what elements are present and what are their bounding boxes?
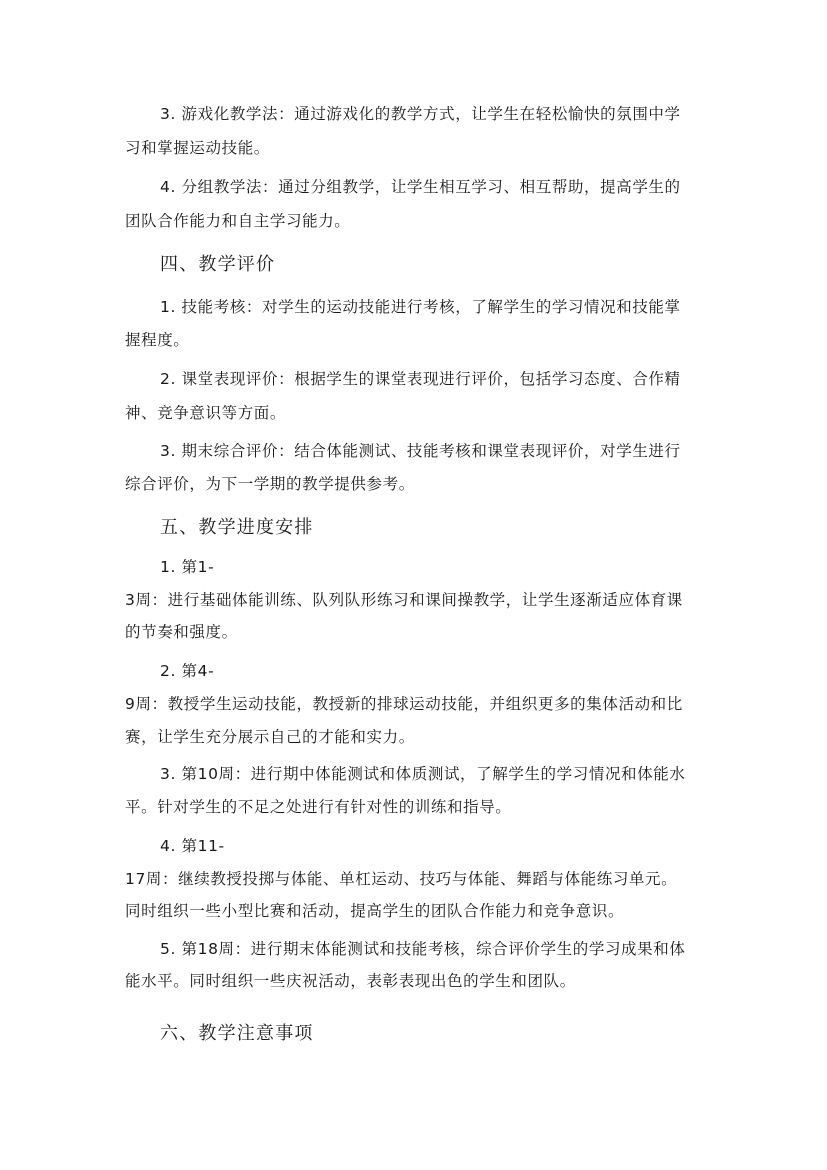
list-item-line: 2. 课堂表现评价：根据学生的课堂表现进行评价，包括学习态度、合作精 xyxy=(160,370,681,388)
list-item-line: 3. 游戏化教学法：通过游戏化的教学方式，让学生在轻松愉快的氛围中学 xyxy=(160,105,681,123)
list-item-line: 4. 第11- xyxy=(160,837,225,855)
list-item-line: 同时组织一些小型比赛和活动，提高学生的团队合作能力和竞争意识。 xyxy=(125,902,625,920)
list-item-line: 17周：继续教授投掷与体能、单杠运动、技巧与体能、舞蹈与体能练习单元。 xyxy=(125,870,678,888)
list-item-line: 的节奏和强度。 xyxy=(125,623,238,641)
section-heading: 四、教学评价 xyxy=(160,254,276,275)
list-item-line: 1. 第1- xyxy=(160,558,215,576)
list-item-line: 团队合作能力和自主学习能力。 xyxy=(125,212,351,230)
list-item-line: 2. 第4- xyxy=(160,662,215,680)
list-item-line: 平。针对学生的不足之处进行有针对性的训练和指导。 xyxy=(125,798,512,816)
list-item-line: 3. 期末综合评价：结合体能测试、技能考核和课堂表现评价，对学生进行 xyxy=(160,442,681,460)
list-item-line: 握程度。 xyxy=(125,331,190,349)
list-item-line: 综合评价，为下一学期的教学提供参考。 xyxy=(125,475,415,493)
list-item-line: 习和掌握运动技能。 xyxy=(125,139,270,157)
list-item-line: 赛，让学生充分展示自己的才能和实力。 xyxy=(125,728,415,746)
list-item-line: 3. 第10周：进行期中体能测试和体质测试，了解学生的学习情况和体能水 xyxy=(160,765,686,783)
list-item-line: 1. 技能考核：对学生的运动技能进行考核，了解学生的学习情况和技能掌 xyxy=(160,298,681,316)
list-item-line: 4. 分组教学法：通过分组教学，让学生相互学习、相互帮助，提高学生的 xyxy=(160,178,681,196)
list-item-line: 9周：教授学生运动技能，教授新的排球运动技能，并组织更多的集体活动和比 xyxy=(125,695,683,713)
list-item-line: 能水平。同时组织一些庆祝活动，表彰表现出色的学生和团队。 xyxy=(125,972,576,990)
section-heading: 六、教学注意事项 xyxy=(160,1023,314,1044)
section-heading: 五、教学进度安排 xyxy=(160,517,314,538)
list-item-line: 神、竞争意识等方面。 xyxy=(125,404,287,422)
list-item-line: 5. 第18周：进行期末体能测试和技能考核，综合评价学生的学习成果和体 xyxy=(160,940,686,958)
list-item-line: 3周：进行基础体能训练、队列队形练习和课间操教学，让学生逐渐适应体育课 xyxy=(125,591,683,609)
